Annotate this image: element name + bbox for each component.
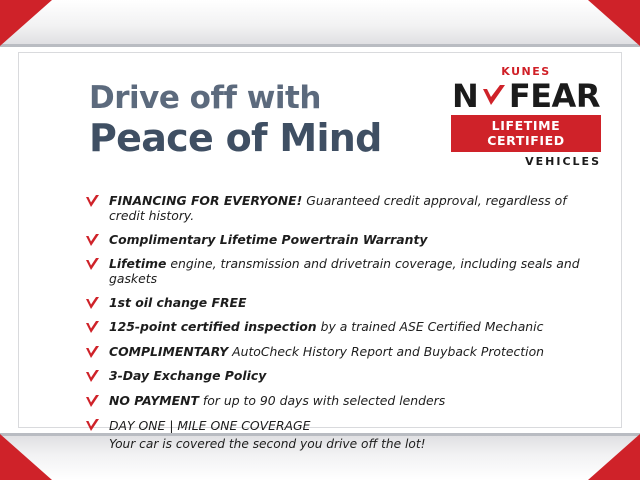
red-check-icon: [85, 320, 100, 335]
list-item-text: [109, 193, 605, 223]
list-item-rest: by a trained ASE Certified Mechanic: [316, 319, 544, 334]
logo-wordmark: [451, 76, 601, 115]
list-item-bold: 1st oil change FREE: [109, 294, 247, 310]
red-check-icon: [85, 296, 100, 311]
list-item-text: [109, 319, 543, 334]
list-item: [85, 256, 605, 286]
list-item-bold: Lifetime: [109, 256, 167, 271]
list-item-text: [109, 393, 445, 408]
list-item-rest: AutoCheck History Report and Buyback Protection: [228, 343, 545, 359]
content-panel: [18, 52, 622, 451]
logo-brand-text: KUNES: [501, 65, 551, 78]
list-item: [85, 232, 605, 248]
red-check-icon: [85, 345, 100, 360]
list-item-bold: COMPLIMENTARY: [109, 343, 229, 359]
logo-letter-n: N: [452, 76, 479, 115]
list-item: [85, 193, 605, 223]
list-item-rest: for up to 90 days with selected lenders: [198, 392, 446, 408]
list-item-text: [109, 368, 266, 383]
list-item: [85, 344, 605, 360]
checkmark-icon: [481, 83, 507, 109]
list-item-subtext: Your car is covered the second you drive off the lot!: [109, 437, 426, 451]
list-item-bold: 125-point certified inspection: [109, 319, 317, 334]
list-item-rest: Guaranteed credit approval, regardless of credit history.: [109, 193, 567, 223]
logo-word-fear: FEAR: [508, 76, 600, 115]
red-check-icon: [85, 233, 100, 248]
list-item-bold: Complimentary Lifetime Powertrain Warranty: [109, 231, 428, 247]
red-check-icon: [85, 369, 100, 384]
headline-line-1: Drive off with: [89, 80, 321, 116]
red-check-icon: [85, 257, 100, 272]
headline-line-2: Peace of Mind: [89, 116, 382, 160]
list-item-bold: 3-Day Exchange Policy: [109, 368, 267, 383]
red-check-icon: [85, 418, 100, 433]
list-item: [85, 319, 605, 335]
list-item: [85, 393, 605, 409]
list-item-bold: NO PAYMENT: [109, 392, 199, 408]
logo-vehicles-text: VEHICLES: [525, 155, 601, 168]
list-item-text: [109, 295, 246, 310]
list-item-rest: engine, transmission and drivetrain coverage, including seals and gaskets: [109, 256, 580, 286]
headline: [89, 81, 382, 159]
list-item: [85, 417, 605, 452]
list-item-text-group: [109, 417, 426, 452]
corner-wedge-bottom-left: [0, 434, 52, 480]
list-item: [85, 295, 605, 311]
corner-wedge-top-left: [0, 0, 52, 46]
list-item: [85, 368, 605, 384]
list-item-text: [109, 256, 605, 286]
corner-wedge-top-right: [588, 0, 640, 46]
list-item-text: [109, 344, 544, 359]
top-band: [0, 0, 640, 46]
benefits-list: [85, 193, 605, 461]
top-band-divider: [0, 44, 640, 47]
red-check-icon: [85, 394, 100, 409]
no-fear-logo: [451, 65, 601, 168]
list-item-text: [109, 232, 427, 247]
list-item-bold: DAY ONE | MILE ONE COVERAGE: [109, 418, 311, 433]
list-item-bold: FINANCING FOR EVERYONE!: [109, 193, 303, 208]
red-check-icon: [85, 194, 100, 209]
logo-certified-bar: LIFETIME CERTIFIED: [451, 115, 601, 152]
